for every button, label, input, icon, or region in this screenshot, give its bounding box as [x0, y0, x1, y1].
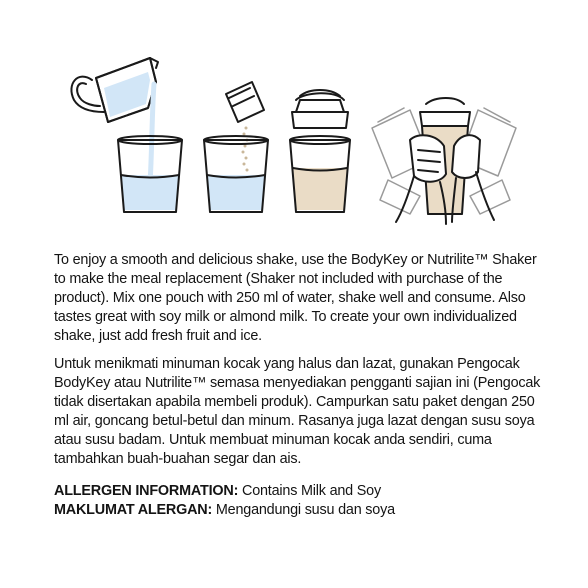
allergen-english-value: Contains Milk and Soy: [238, 483, 381, 499]
allergen-malay-value: Mengandungi susu dan soya: [212, 502, 395, 518]
pour-water-icon: [71, 58, 182, 212]
shake-hands-icon: [372, 98, 516, 224]
preparation-steps-illustration: [0, 0, 588, 240]
allergen-english-label: ALLERGEN INFORMATION:: [54, 483, 239, 499]
instructions-english: To enjoy a smooth and delicious shake, use the BodyKey or Nutrilite™ Shaker to make the meal replacement (Shaker not included with purchase of the product). Mix one pouch with 250 ml of water, shake well and consume. Also tastes great with soy milk or almond milk. To create your own individualized shake, just add fresh fruit and ice.: [54, 252, 537, 344]
allergen-malay: [54, 501, 544, 520]
allergen-malay-label: MAKLUMAT ALERGAN:: [54, 502, 213, 518]
instructions-malay: Untuk menikmati minuman kocak yang halus dan lazat, gunakan Pengocak BodyKey atau Nutrilite™ semasa menyediakan pengganti sajian ini (Pengocak tidak disertakan apabila membeli produk). Campurkan satu paket dengan 250 ml air, goncang betul-betul dan minum. Rasanya juga lazat dengan susu soya atau susu badam. Untuk membuat minuman kocak anda sendiri, cuma tambahkan buah-buahan segar dan ais.: [54, 356, 541, 467]
shaker-cup-icon: [290, 90, 350, 212]
allergen-section: [54, 482, 544, 520]
allergen-english: [54, 482, 544, 501]
add-powder-icon: [204, 82, 268, 212]
